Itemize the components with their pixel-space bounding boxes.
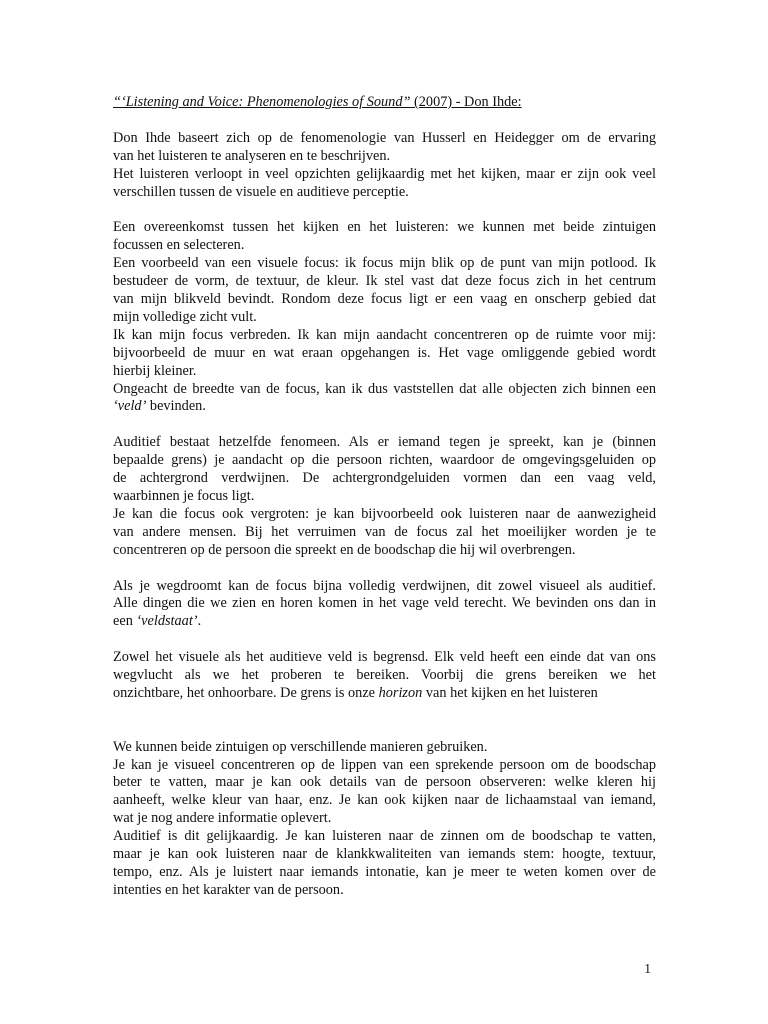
paragraph [113,739,656,900]
emphasis: ‘veld’ [113,398,147,415]
text-line: ‘veld’ bevinden. [113,398,206,415]
spacer [113,721,656,739]
text-line: Auditief bestaat hetzelfde fenomeen. Als er iemand tegen je spreekt, kan je (binnen [113,434,656,451]
text-line: mijn volledige zicht vult. [113,308,257,325]
text-line: Alle dingen die we zien en horen komen in het vage veld terecht. We bevinden ons dan in [113,595,656,612]
text-line: verschillen tussen de visuele en auditieve perceptie. [113,183,409,200]
title-rest: (2007) - Don Ihde: [410,94,522,110]
text-line: van het luisteren te analyseren en te beschrijven. [113,147,391,164]
paragraph [113,219,656,416]
text-line: wegvlucht als we het proberen te bereiken. Voorbij die grens bereiken we het [113,667,656,684]
paragraph [113,130,656,202]
paragraph [113,578,656,632]
text-line: Als je wegdroomt kan de focus bijna volledig verdwijnen, dit zowel visueel als auditief. [113,577,656,594]
document-title [113,94,656,112]
text-line: waarbinnen je focus ligt. [113,488,255,504]
emphasis: horizon [378,684,423,701]
text-line: We kunnen beide zintuigen op verschillende manieren gebruiken. [113,738,488,755]
text-line: bijvoorbeeld de muur en wat eraan opgehangen is. Het vage omliggende gebied wordt [113,344,656,361]
text-line: tempo, enz. Als je luistert naar iemands intonatie, kan je meer te weten komen over de [113,863,656,880]
document-body [113,94,656,918]
title-italic: “‘Listening and Voice: Phenomenologies of Sound” [113,94,411,110]
text-line: bepaalde grens) je aandacht op die persoon richten, waardoor de omgevingsgeluiden op [113,452,656,469]
page-number: 1 [644,961,651,976]
text-line: intenties en het karakter van de persoon. [113,881,344,898]
text-line: van mijn blikveld bevindt. Rondom deze focus ligt er een vaag en onscherp gebied dat [113,291,656,308]
text-line: Een overeenkomst tussen het kijken en het luisteren: we kunnen met beide zintuigen [113,219,656,236]
text-line: van andere mensen. Bij het verruimen van de focus zal het moeilijker worden je te [113,523,656,540]
text-line: Je kan die focus ook vergroten: je kan bijvoorbeeld ook luisteren naar de aanwezigheid [113,505,656,522]
text-line: Zowel het visuele als het auditieve veld is begrensd. Elk veld heeft een einde dat van ons [113,649,656,666]
text-line: maar je kan ook luisteren naar de klankkwaliteiten van iemands stem: hoogte, textuur, [113,846,656,863]
text-line: beter te vatten, maar je kan ook details van de persoon observeren: welke kleren hij [113,774,656,791]
text-line: Auditief is dit gelijkaardig. Je kan luisteren naar de zinnen om de boodschap te vatten, [113,828,656,845]
text-line: Ongeacht de breedte van de focus, kan ik dus vaststellen dat alle objecten zich binnen een [113,380,656,397]
text-line: concentreren op de persoon die spreekt en de boodschap die hij wil overbrengen. [113,541,576,558]
paragraph [113,434,656,559]
paragraph [113,649,656,703]
text-line: Je kan je visueel concentreren op de lippen van een sprekende persoon om de boodschap [113,756,656,773]
text-line: onzichtbare, het onhoorbare. De grens is onze horizon van het kijken en het luisteren [113,684,598,701]
text-line: een ‘veldstaat’. [113,613,202,630]
emphasis: ‘veldstaat’ [136,613,198,630]
text-line: Een voorbeeld van een visuele focus: ik focus mijn blik op de punt van mijn potlood. Ik [113,255,656,272]
paragraphs [113,130,656,900]
text-line: de achtergrond verdwijnen. De achtergrondgeluiden vormen dan een vaag veld, [113,470,656,487]
text-line: Ik kan mijn focus verbreden. Ik kan mijn aandacht concentreren op de ruimte voor mij: [113,326,656,343]
text-line: bestudeer de vorm, de textuur, de kleur. Ik stel vast dat deze focus zich in het centrum [113,273,656,290]
text-line: Don Ihde baseert zich op de fenomenologie van Husserl en Heidegger om de ervaring [113,129,656,146]
text-line: Het luisteren verloopt in veel opzichten gelijkaardig met het kijken, maar er zijn ook veel [113,165,656,182]
text-line: hierbij kleiner. [113,362,197,379]
text-line: aanheeft, welke kleur van haar, enz. Je kan ook kijken naar de lichaamstaal van iemand, [113,792,656,809]
text-line: wat je nog andere informatie oplevert. [113,810,332,827]
text-line: focussen en selecteren. [113,237,245,254]
